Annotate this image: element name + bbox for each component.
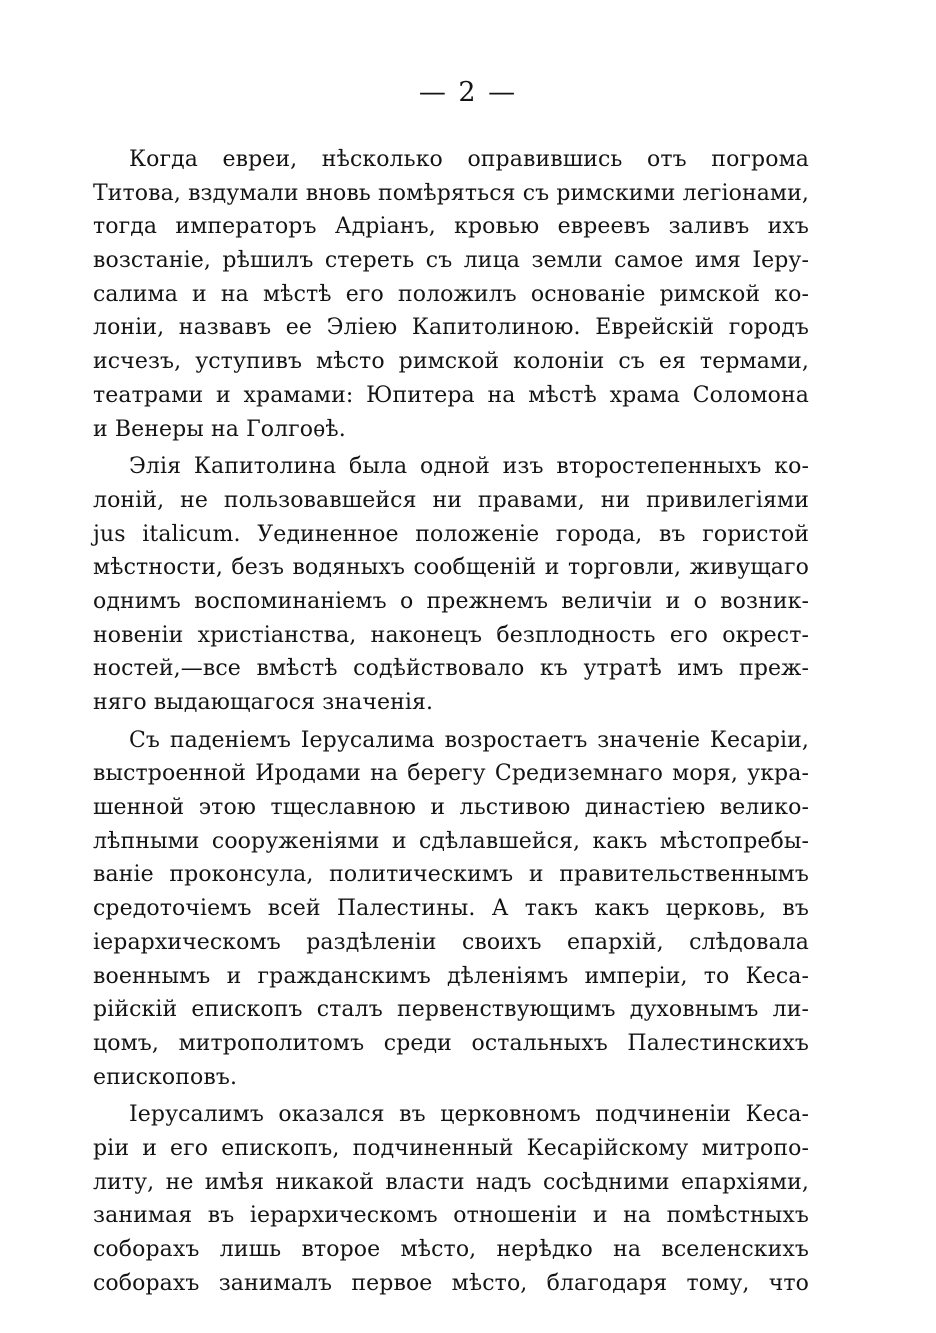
paragraph-1 xyxy=(93,143,809,446)
text-line: выстроенной Иродами на берегу Средиземнаго моря, укра- xyxy=(93,761,809,787)
text-line: Іерусалимъ оказался въ церковномъ подчиненіи Кеса- xyxy=(129,1102,809,1128)
paragraph-3 xyxy=(93,724,809,1095)
text-line: лоній, не пользовавшейся ни правами, ни привилегіями xyxy=(93,487,809,513)
text-line: няго выдающагося значенія. xyxy=(93,690,434,715)
body-text xyxy=(93,143,809,1300)
text-line: театрами и храмами: Юпитера на мѣстѣ храма Соломона xyxy=(93,382,809,408)
paragraph-2 xyxy=(93,450,809,720)
text-line: іерархическомъ раздѣленіи своихъ епархій, слѣдовала xyxy=(93,929,809,955)
text-line: ріи и его епископъ, подчиненный Кесарійскому митропо- xyxy=(93,1135,809,1161)
text-line: средоточіемъ всей Палестины. А такъ какъ церковь, въ xyxy=(93,896,809,922)
text-line: занимая въ іерархическомъ отношеніи и на помѣстныхъ xyxy=(93,1203,809,1229)
text-line: Титова, вздумали вновь помѣряться съ римскими легіонами, xyxy=(93,180,809,206)
text-line: и Венеры на Голгоѳѣ. xyxy=(93,416,346,442)
text-line: ваніе проконсула, политическимъ и правительственнымъ xyxy=(93,862,809,888)
text-line: литу, не имѣя никакой власти надъ сосѣдними епархіями, xyxy=(93,1169,809,1195)
text-line: лоніи, назвавъ ее Эліею Капитолиною. Еврейскій городъ xyxy=(93,315,809,341)
text-line: новеніи христіанства, наконецъ безплодность его окрест- xyxy=(93,622,809,648)
text-line: епископовъ. xyxy=(93,1064,238,1090)
text-line: рійскій епископъ сталъ первенствующимъ духовнымъ ли- xyxy=(93,997,809,1023)
text-line: соборахъ лишь второе мѣсто, нерѣдко на вселенскихъ xyxy=(93,1237,809,1262)
text-line: салима и на мѣстѣ его положилъ основаніе римской ко- xyxy=(93,281,809,307)
text-line: ностей,—все вмѣстѣ содѣйствовало къ утратѣ имъ преж- xyxy=(93,656,809,682)
text-line: Когда евреи, нѣсколько оправившись отъ погрома xyxy=(129,147,809,172)
paragraph-4 xyxy=(93,1098,809,1300)
text-line: шенной этою тщеславною и льстивою династіею велико- xyxy=(93,795,809,821)
text-line: Элія Капитолина была одной изъ второстепенныхъ ко- xyxy=(129,454,809,480)
text-line: исчезъ, уступивъ мѣсто римской колоніи съ ея термами, xyxy=(93,349,809,375)
text-line: соборахъ занималъ первое мѣсто, благодаря тому, что xyxy=(93,1270,809,1296)
text-line: однимъ воспоминаніемъ о прежнемъ величіи и о возник- xyxy=(93,588,809,614)
text-line: возстаніе, рѣшилъ стереть съ лица земли самое имя Іеру- xyxy=(93,248,809,274)
text-line: jus italicum. Уединенное положеніе города, въ гористой xyxy=(93,521,809,547)
text-line: мѣстности, безъ водяныхъ сообщеній и торговли, живущаго xyxy=(93,555,809,581)
text-line: военнымъ и гражданскимъ дѣленіямъ имперіи, то Кеса- xyxy=(93,963,809,989)
text-line: цомъ, митрополитомъ среди остальныхъ Палестинскихъ xyxy=(93,1030,809,1056)
text-line: тогда императоръ Адріанъ, кровью евреевъ заливъ ихъ xyxy=(93,214,809,240)
text-line: Съ паденіемъ Іерусалима возростаетъ значеніе Кесаріи, xyxy=(129,727,809,753)
text-line: лѣпными сооруженіями и сдѣлавшейся, какъ мѣстопребы- xyxy=(93,828,809,854)
page-number: — 2 — xyxy=(418,77,518,108)
